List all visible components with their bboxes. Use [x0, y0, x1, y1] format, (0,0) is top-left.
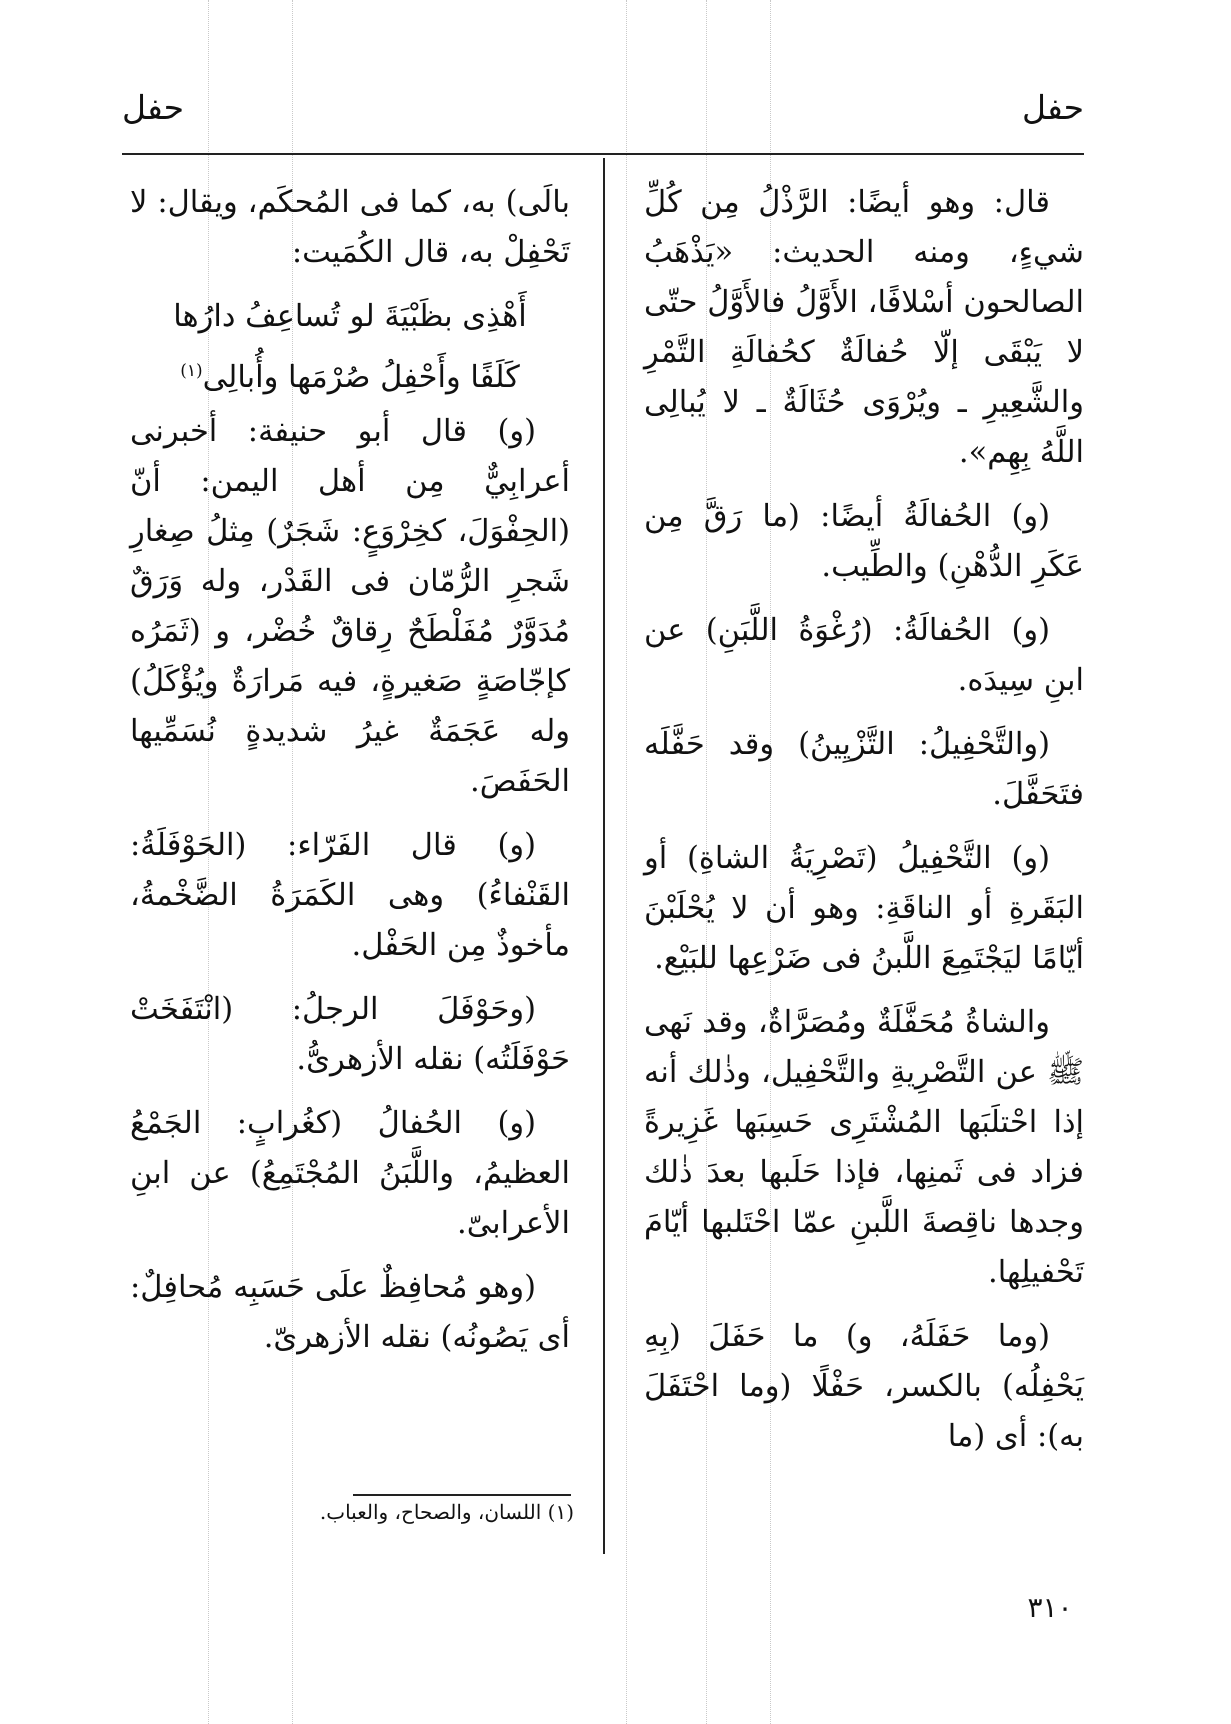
right-column [644, 178, 1084, 1476]
paragraph: والشاةُ مُحَفَّلَةٌ ومُصَرَّاةٌ، وقد نَهى ﷺ عن التَّصْرِيةِ والتَّحْفِيل، وذٰلك أنه إذا احْتلَبَها المُشْتَرِى حَسِبَها غَزِيرةً فزاد فى ثَمنِها، فإذا حَلَبها بعدَ ذٰلك وجدها ناقِصةَ اللَّبنِ عمّا احْتَلبها أيّامَ تَحْفيلِها. [644, 1005, 1084, 1290]
verse-line: أَهْذِى بظَبْيَةَ لو تُساعِفُ دارُها [173, 299, 527, 334]
paragraph: قال: وهو أيضًا: الرَّذْلُ مِن كُلِّ شيءٍ، ومنه الحديث: «يَذْهَبُ الصالحون أسْلافًا، الأَوَّلُ فالأَوَّلُ حتّى لا يَبْقَى إلّا حُفالَةٌ كحُفالَةِ التَّمْرِ والشَّعِيرِ ـ ويُرْوَى حُثَالَةٌ ـ لا يُبالِى اللَّهُ بِهِم». [644, 185, 1084, 470]
footnote: (١) اللسان، والصحاح، والعباب. [319, 1500, 574, 1524]
paragraph: بالَى) به، كما فى المُحكَم، ويقال: لا تَحْفِلْ به، قال الكُمَيت: [130, 185, 570, 270]
header-word-right: حفل [1022, 88, 1085, 127]
verse-text: كَلَفًا وأَحْفِلُ صُرْمَها وأُبالِى [202, 360, 520, 396]
guide-line [626, 0, 627, 1724]
verse-line [130, 346, 570, 403]
column-divider [603, 158, 605, 1554]
header-rule [122, 153, 1084, 155]
paragraph: (وهو مُحافِظٌ علَى حَسَبِه مُحافِلٌ: أى يَصُونُه) نقله الأزهرىّ. [130, 1270, 570, 1356]
footnote-rule [353, 1494, 571, 1496]
paragraph: (وما حَفَلَهُ، و) ما حَفَلَ (بِهِ يَحْفِلُه) بالكسر، حَفْلًا (وما احْتَفَلَ به): أى (ما [644, 1319, 1084, 1454]
header-word-left: حفل [122, 88, 185, 127]
paragraph: (و) قال الفَرّاء: (الحَوْفَلَةُ: القَنْفاءُ) وهى الكَمَرَةُ الضَّخْمةُ، مأخوذٌ مِن الحَفْل. [130, 828, 570, 964]
paragraph: (وحَوْفَلَ الرجلُ: (انْتَفَخَتْ حَوْفَلَتُه) نقله الأزهرىُّ. [130, 992, 570, 1078]
footnote-marker: (١) [180, 361, 203, 381]
left-column [130, 178, 570, 1377]
paragraph: (و) الحُفالَةُ: (رُغْوَةُ اللَّبَنِ) عن ابنِ سِيدَه. [644, 613, 1084, 698]
paragraph: (و) الحُفالُ (كغُرابٍ: الجَمْعُ العظيمُ، واللَّبَنُ المُجْتَمِعُ) عن ابنِ الأعرابىّ. [130, 1106, 570, 1242]
paragraph: (و) التَّحْفِيلُ (تَصْرِيَةُ الشاةِ) أو البَقَرةِ أو الناقَةِ: وهو أن لا يُحْلَبْنَ أيّامًا ليَجْتَمِعَ اللَّبنُ فى ضَرْعِها للبَيْع. [644, 841, 1084, 976]
paragraph: (و) قال أبو حنيفة: أخبرنى أعرابِيٌّ مِن أهل اليمن: أنّ (الحِفْوَلَ، كخِرْوَعٍ: شَجَرٌ) مِثلُ صِغارِ شَجرِ الرُّمّان فى القَدْر، وله وَرَقٌ مُدَوَّرٌ مُفَلْطَحٌ رِقاقٌ خُضْر، و (ثَمَرُه كإجّاصَةٍ صَغيرةٍ، فيه مَرارَةٌ ويُؤْكَلُ) وله عَجَمَةٌ غيرُ شديدةٍ نُسَمِّيها الحَفَصَ. [130, 414, 570, 800]
paragraph: (والتَّحْفِيلُ: التَّزْيِينُ) وقد حَفَّلَه فتَحَفَّلَ. [644, 727, 1084, 812]
paragraph: (و) الحُفالَةُ أيضًا: (ما رَقَّ مِن عَكَرِ الدُّهْنِ) والطِّيب. [644, 499, 1084, 584]
page-number: ٣١٠ [1027, 1591, 1073, 1624]
